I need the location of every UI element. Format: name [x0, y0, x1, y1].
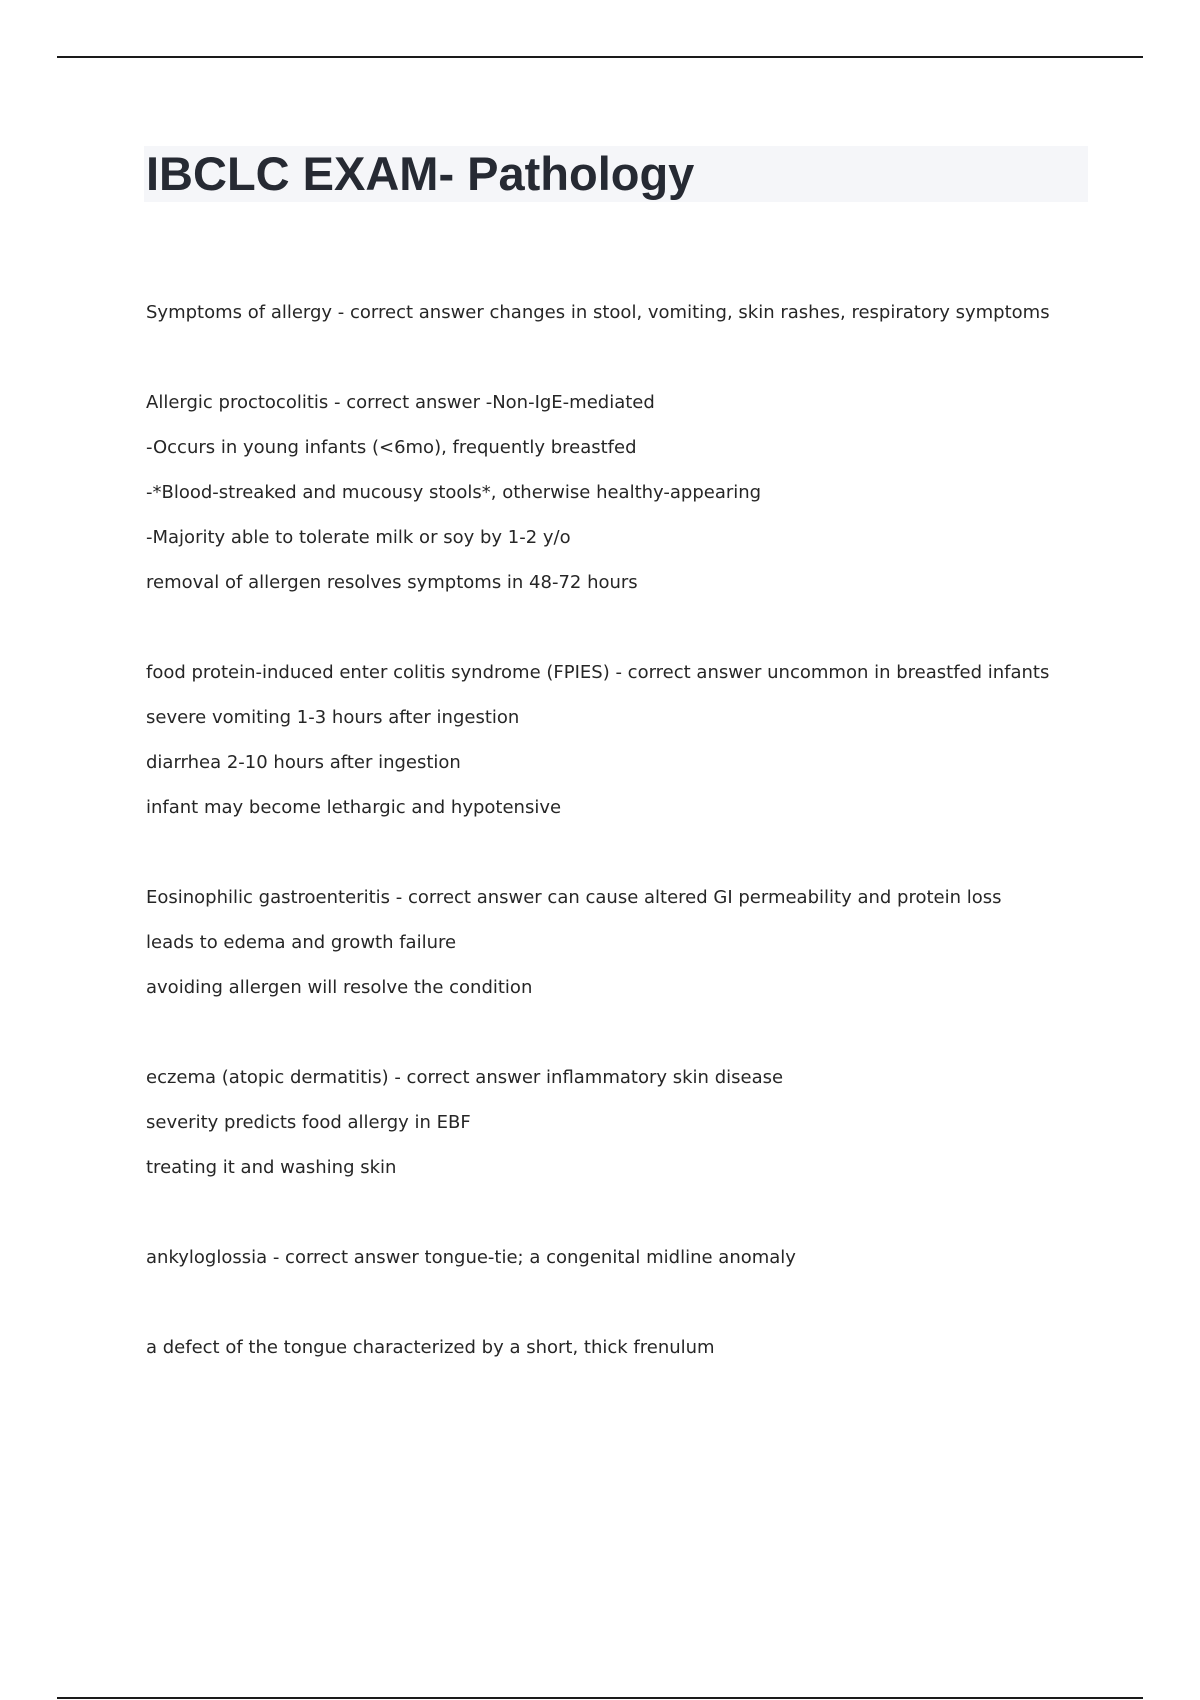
qa-entry — [146, 1325, 1106, 1370]
qa-line: severe vomiting 1-3 hours after ingestion — [146, 707, 520, 728]
page-title: IBCLC EXAM- Pathology — [146, 147, 695, 200]
qa-entry — [146, 1055, 1106, 1190]
qa-line: -*Blood-streaked and mucousy stools*, otherwise healthy-appearing — [146, 482, 762, 503]
qa-line: Symptoms of allergy - correct answer changes in stool, vomiting, skin rashes, respiratory symptoms — [146, 302, 1050, 323]
qa-entry — [146, 1235, 1106, 1280]
qa-line: -Majority able to tolerate milk or soy by 1-2 y/o — [146, 527, 571, 548]
document-body — [146, 290, 1106, 1415]
qa-line: eczema (atopic dermatitis) - correct answer inflammatory skin disease — [146, 1067, 784, 1088]
qa-line: avoiding allergen will resolve the condition — [146, 977, 533, 998]
qa-line: ankyloglossia - correct answer tongue-tie; a congenital midline anomaly — [146, 1247, 796, 1268]
qa-line: severity predicts food allergy in EBF — [146, 1112, 471, 1133]
qa-entry — [146, 650, 1106, 830]
bottom-divider — [57, 1697, 1143, 1699]
qa-line: -Occurs in young infants (<6mo), frequently breastfed — [146, 437, 637, 458]
qa-line: Allergic proctocolitis - correct answer -Non-IgE-mediated — [146, 392, 655, 413]
qa-line: removal of allergen resolves symptoms in 48-72 hours — [146, 572, 638, 593]
qa-entry — [146, 380, 1106, 605]
qa-line: food protein-induced enter colitis syndrome (FPIES) - correct answer uncommon in breastfed infants — [146, 662, 1050, 683]
qa-line: a defect of the tongue characterized by a short, thick frenulum — [146, 1337, 715, 1358]
qa-entry — [146, 290, 1106, 335]
qa-line: infant may become lethargic and hypotensive — [146, 797, 562, 818]
qa-line: treating it and washing skin — [146, 1157, 397, 1178]
qa-line: diarrhea 2-10 hours after ingestion — [146, 752, 461, 773]
qa-line: leads to edema and growth failure — [146, 932, 457, 953]
top-divider — [57, 56, 1143, 58]
qa-line: Eosinophilic gastroenteritis - correct answer can cause altered GI permeability and protein loss — [146, 887, 1002, 908]
qa-entry — [146, 875, 1106, 1010]
